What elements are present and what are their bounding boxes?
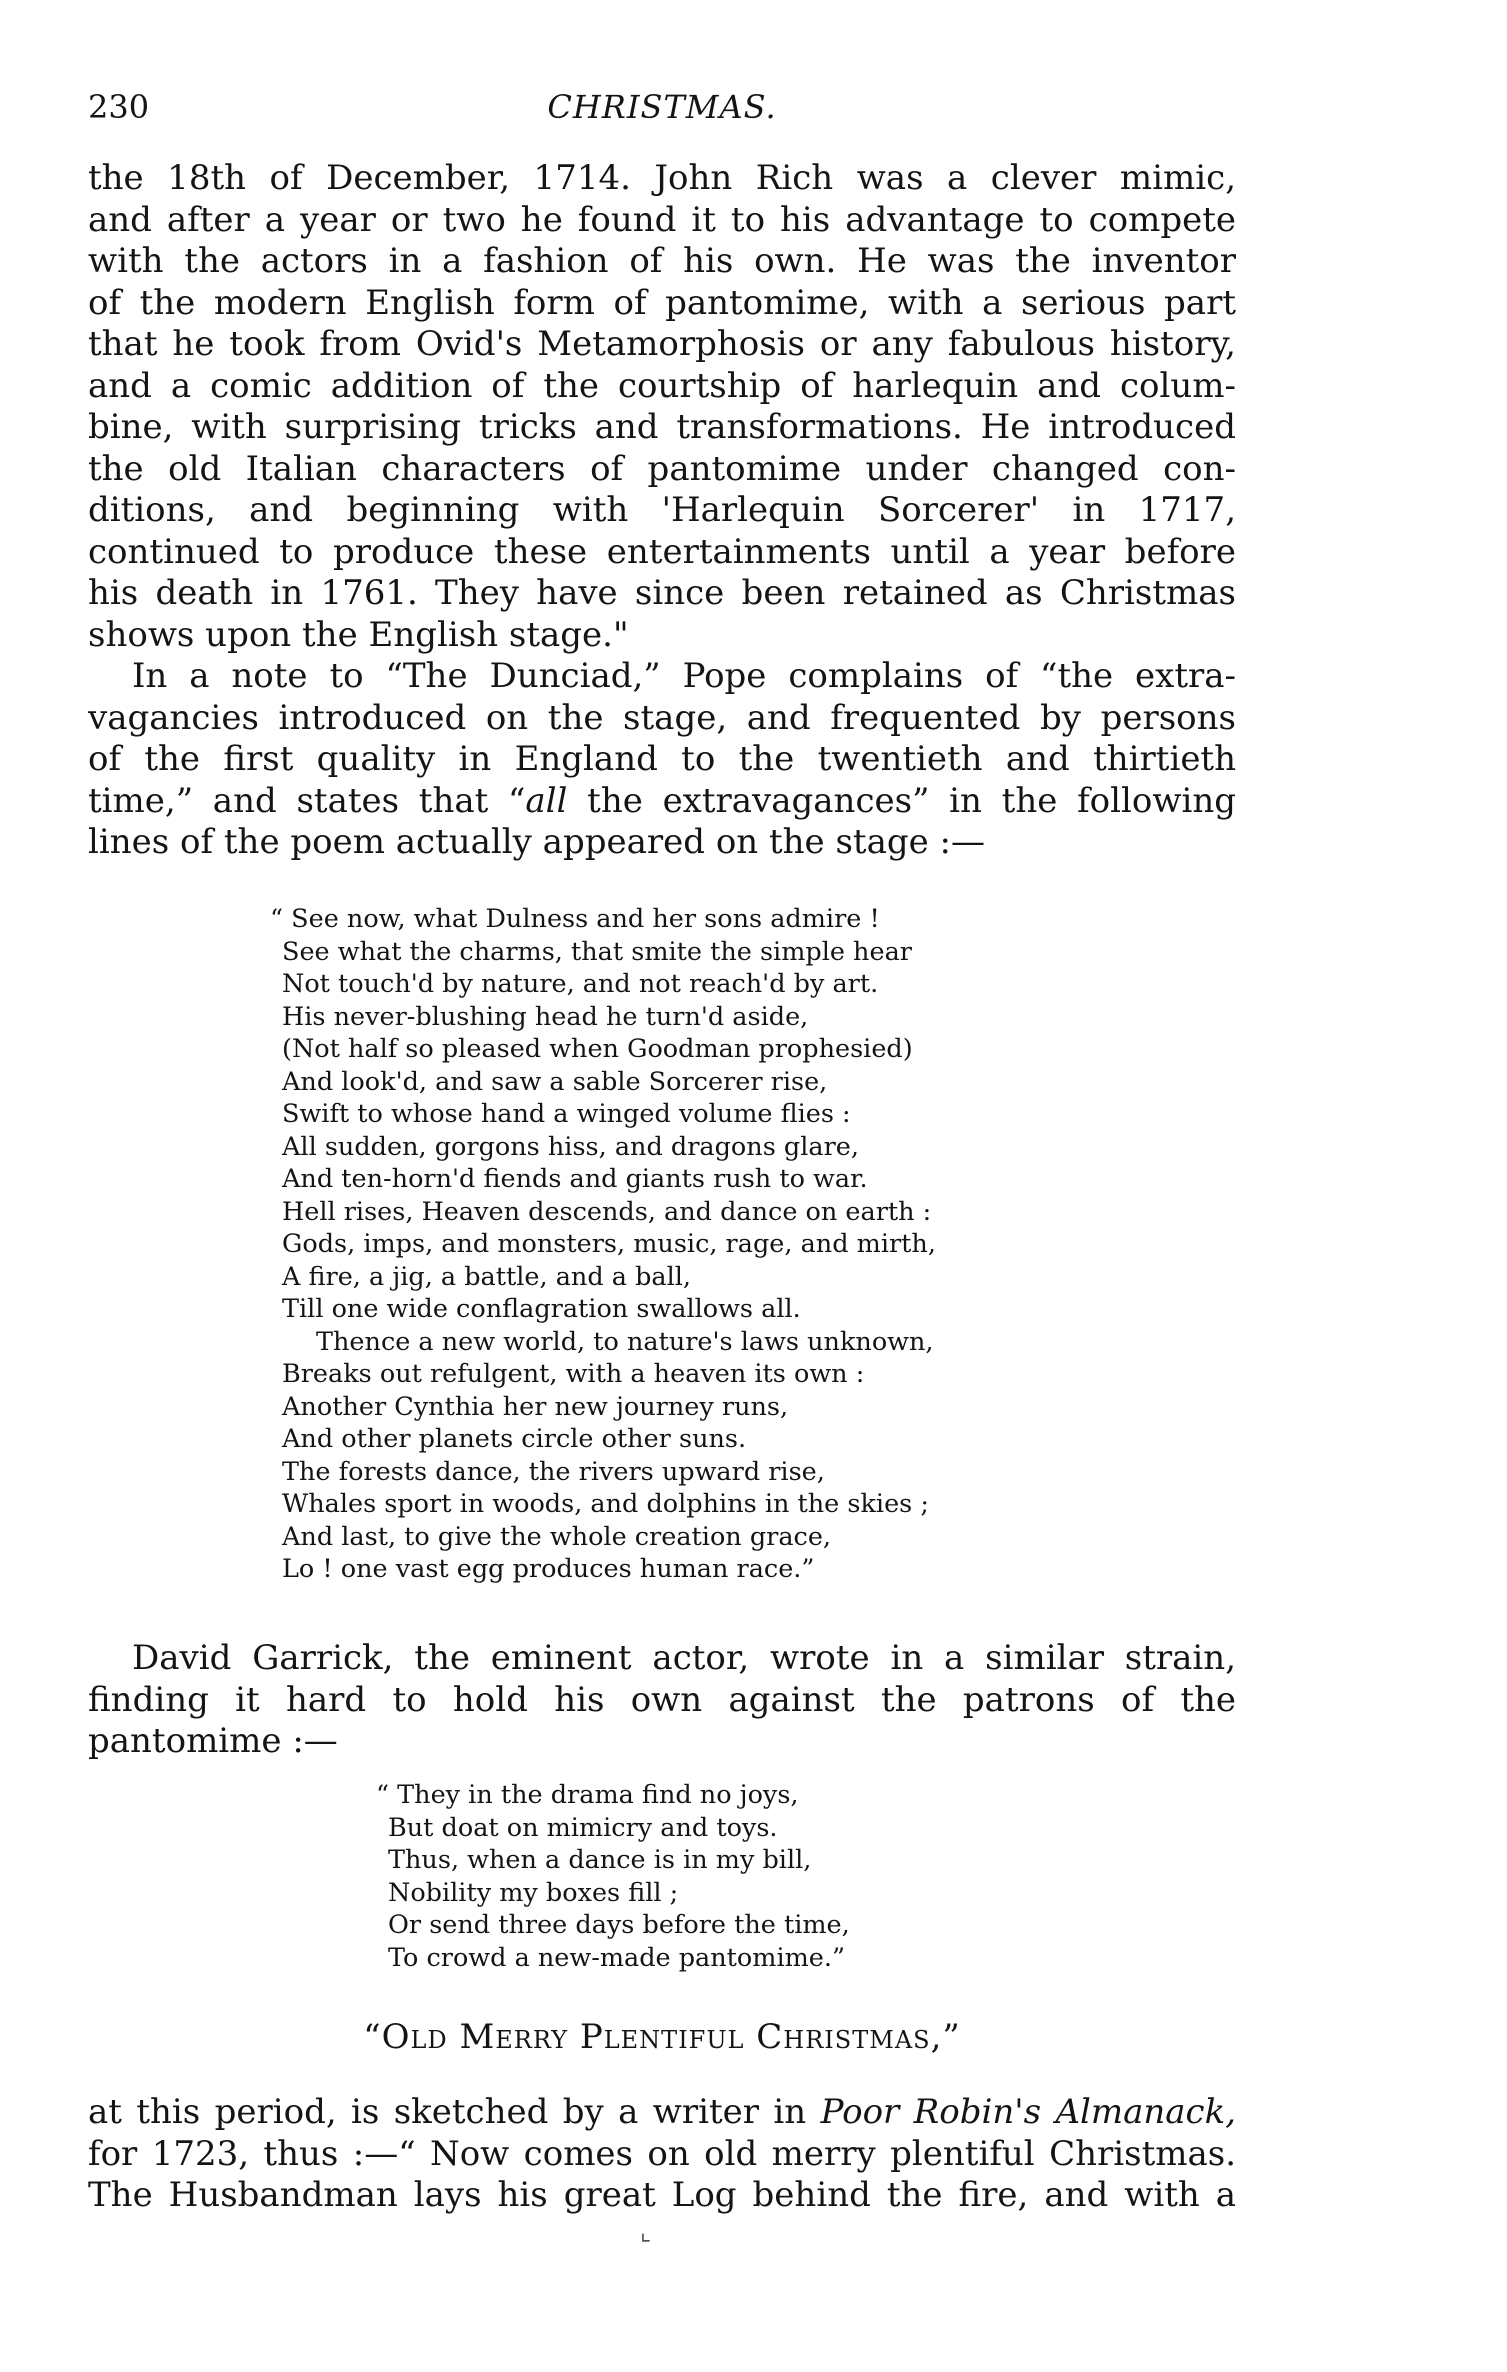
section-heading: “Old Merry Plentiful Christmas,” bbox=[363, 2017, 961, 2057]
poem-garrick bbox=[376, 1779, 850, 1974]
verse-line: Hell rises, Heaven descends, and dance on earth : bbox=[282, 1196, 932, 1227]
verse-line: Gods, imps, and monsters, music, rage, and mirth, bbox=[282, 1229, 936, 1259]
text-line: shows upon the English stage." bbox=[88, 614, 629, 655]
verse-line: Swift to whose hand a winged volume flies : bbox=[282, 1099, 851, 1129]
verse-line: Till one wide conflagration swallows all. bbox=[282, 1294, 801, 1324]
paragraph-dunciad bbox=[88, 656, 1236, 864]
verse-line: Thus, when a dance is in my bill, bbox=[388, 1845, 812, 1875]
text-line: his death in 1761. They have since been retained as Christmas bbox=[88, 573, 1236, 613]
verse-line: “ See now, what Dulness and her sons admire ! bbox=[270, 904, 880, 934]
verse-line: See what the charms, that smite the simple hear bbox=[282, 936, 912, 967]
italic-title: Poor Robin's Almanack, bbox=[820, 2092, 1237, 2132]
poem-dunciad bbox=[270, 903, 936, 1586]
verse-line: Another Cynthia her new journey runs, bbox=[282, 1391, 789, 1422]
verse-line: Nobility my boxes fill ; bbox=[388, 1877, 679, 1908]
text-line: the old Italian characters of pantomime under changed con- bbox=[88, 448, 1236, 489]
text-line: continued to produce these entertainments until a year before bbox=[88, 531, 1236, 572]
verse-line: And other planets circle other suns. bbox=[282, 1424, 747, 1454]
verse-line: A fire, a jig, a battle, and a ball, bbox=[282, 1261, 692, 1292]
page-number: 230 bbox=[88, 88, 150, 126]
paragraph-garrick bbox=[88, 1638, 1236, 1763]
verse-line: Lo ! one vast egg produces human race.” bbox=[282, 1554, 815, 1584]
text-line: with the actors in a fashion of his own. He was the inventor bbox=[88, 241, 1236, 281]
text-line: ditions, and beginning with 'Harlequin Sorcerer' in 1717, bbox=[88, 490, 1236, 530]
text-line: lines of the poem actually appeared on the stage :— bbox=[88, 822, 986, 862]
verse-line: His never-blushing head he turn'd aside, bbox=[282, 1001, 809, 1032]
verse-line: Whales sport in woods, and dolphins in the skies ; bbox=[282, 1489, 929, 1519]
text-line: bine, with surprising tricks and transformations. He introduced bbox=[88, 407, 1236, 447]
text-line: pantomime :— bbox=[88, 1721, 338, 1761]
italic-word: all bbox=[525, 780, 568, 821]
text-segment: time,” and states that “ bbox=[88, 780, 526, 821]
printer-mark-icon: ⌞ bbox=[640, 2218, 652, 2246]
running-title: CHRISTMAS. bbox=[547, 88, 777, 126]
text-line: that he took from Ovid's Metamorphosis or any fabulous history, bbox=[88, 324, 1236, 364]
verse-line: And look'd, and saw a sable Sorcerer rise, bbox=[282, 1066, 828, 1097]
verse-line: Not touch'd by nature, and not reach'd by art. bbox=[282, 969, 879, 999]
verse-line: The forests dance, the rivers upward rise, bbox=[282, 1456, 825, 1487]
verse-line: Or send three days before the time, bbox=[388, 1910, 850, 1940]
text-segment: at this period, is sketched by a writer in bbox=[88, 2092, 821, 2132]
text-line: and a comic addition of the courtship of harlequin and colum- bbox=[88, 365, 1236, 406]
verse-line: “ They in the drama find no joys, bbox=[376, 1780, 799, 1810]
text-line: for 1723, thus :—“ Now comes on old merry plentiful Christmas. bbox=[88, 2133, 1236, 2174]
paragraph-john-rich bbox=[88, 158, 1236, 656]
text-line bbox=[88, 781, 1236, 823]
text-line: The Husbandman lays his great Log behind the fire, and with a bbox=[88, 2175, 1236, 2215]
text-line: finding it hard to hold his own against the patrons of the bbox=[88, 1679, 1236, 1720]
verse-line: And last, to give the whole creation grace, bbox=[282, 1521, 832, 1552]
text-line: vagancies introduced on the stage, and frequented by persons bbox=[88, 697, 1236, 738]
text-line bbox=[88, 2092, 1236, 2134]
verse-line: But doat on mimicry and toys. bbox=[388, 1812, 778, 1843]
text-line: the 18th of December, 1714. John Rich was a clever mimic, bbox=[88, 158, 1236, 198]
text-line: In a note to “The Dunciad,” Pope complains of “the extra- bbox=[132, 656, 1236, 696]
verse-line: To crowd a new-made pantomime.” bbox=[388, 1942, 846, 1973]
text-line: of the first quality in England to the twentieth and thirtieth bbox=[88, 739, 1236, 779]
text-line: David Garrick, the eminent actor, wrote in a similar strain, bbox=[132, 1638, 1236, 1678]
verse-line: Breaks out refulgent, with a heaven its own : bbox=[282, 1359, 865, 1389]
text-line: of the modern English form of pantomime, with a serious part bbox=[88, 282, 1236, 323]
verse-line: Thence a new world, to nature's laws unknown, bbox=[316, 1326, 934, 1357]
verse-line: (Not half so pleased when Goodman prophesied) bbox=[282, 1034, 913, 1064]
text-segment: the extravagances” in the following bbox=[567, 780, 1236, 821]
page-header bbox=[88, 88, 1236, 134]
verse-line: All sudden, gorgons hiss, and dragons glare, bbox=[282, 1131, 859, 1162]
paragraph-poor-robin bbox=[88, 2092, 1236, 2217]
text-line: and after a year or two he found it to his advantage to compete bbox=[88, 199, 1236, 240]
verse-line: And ten-horn'd fiends and giants rush to war. bbox=[282, 1164, 868, 1194]
